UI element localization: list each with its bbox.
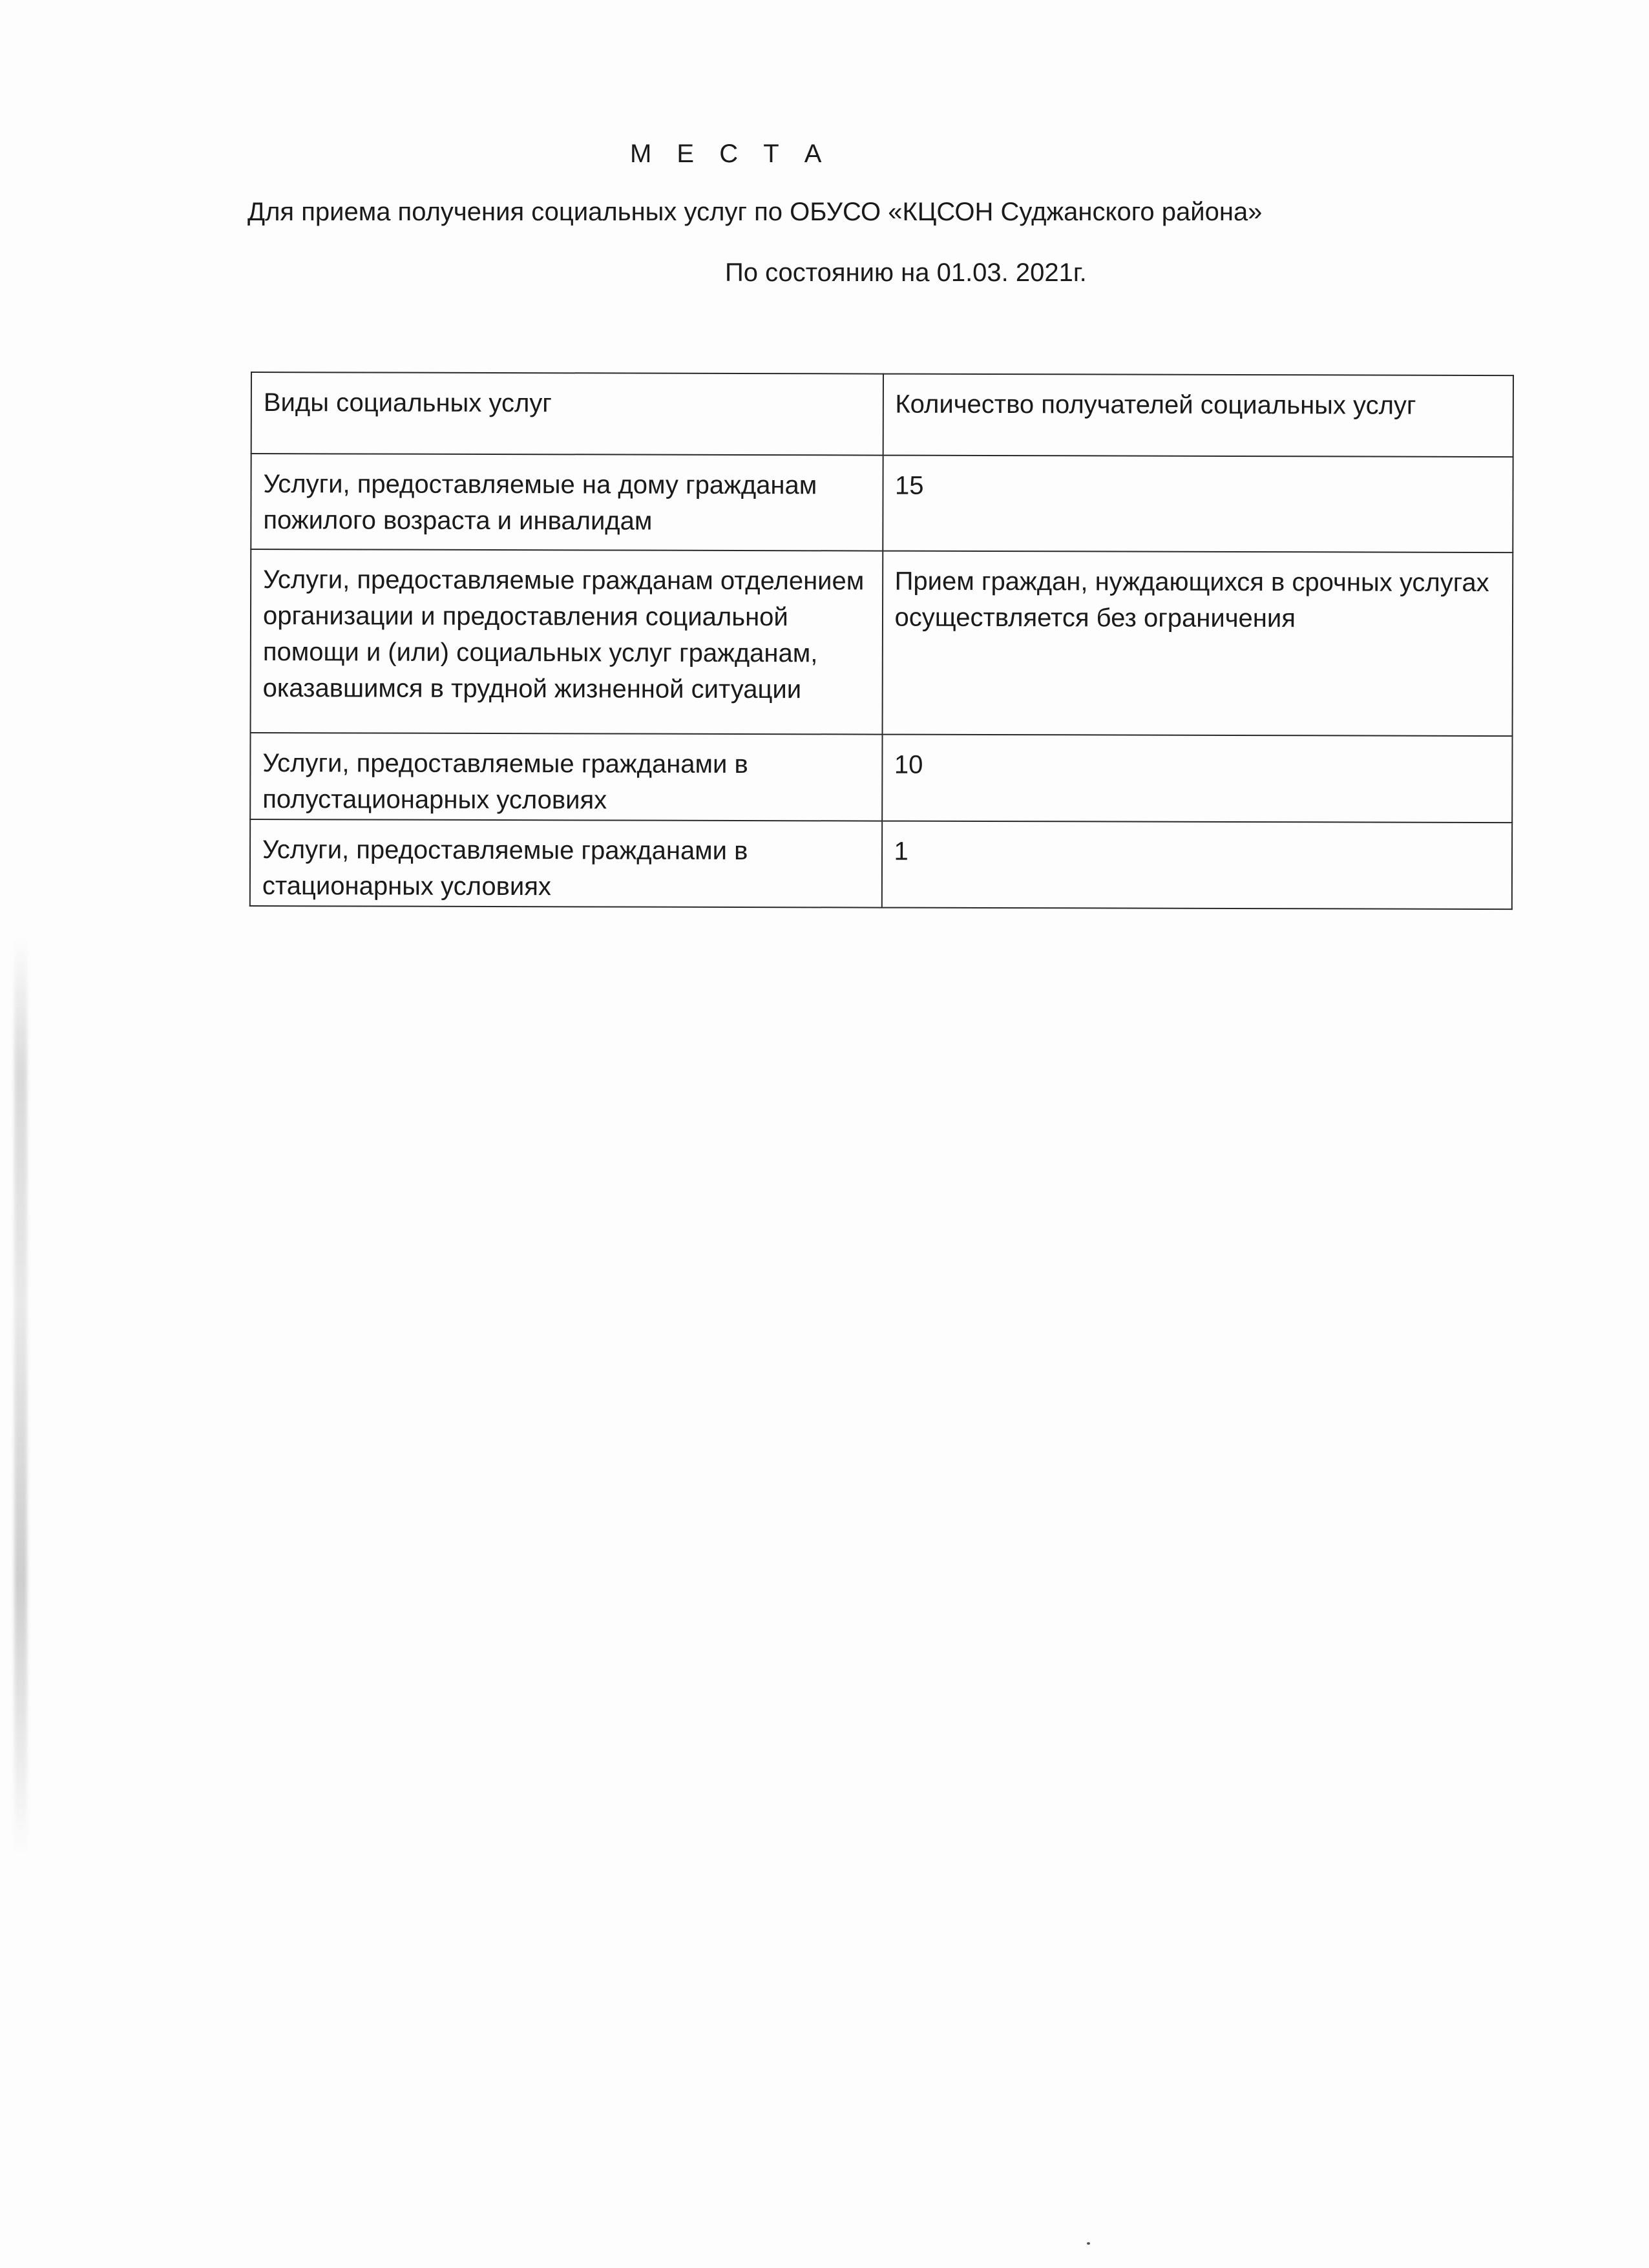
service-cell: Услуги, предоставляемые на дому гражданам пожилого возраста и инвалидам bbox=[251, 454, 883, 551]
table-header-row bbox=[251, 372, 1513, 457]
service-cell: Услуги, предоставляемые гражданами в полустационарных условиях bbox=[250, 733, 882, 821]
table-row bbox=[250, 819, 1512, 909]
document-title: М Е С Т А bbox=[630, 140, 831, 168]
document-subtitle: Для приема получения социальных услуг по ОБУСО «КЦСОН Суджанского района» bbox=[247, 198, 1263, 226]
service-cell: Услуги, предоставляемые гражданами в стационарных условиях bbox=[250, 819, 882, 908]
recipients-cell: Прием граждан, нуждающихся в срочных услугах осуществляется без ограничения bbox=[882, 551, 1513, 737]
scan-dot bbox=[1087, 2242, 1090, 2245]
document-date: По состоянию на 01.03. 2021г. bbox=[725, 258, 1087, 287]
recipients-cell: 15 bbox=[883, 456, 1513, 553]
table-row bbox=[251, 454, 1513, 552]
table-row bbox=[251, 549, 1513, 736]
table-row bbox=[250, 733, 1512, 823]
recipients-cell: 10 bbox=[882, 735, 1513, 823]
scan-artifact-left bbox=[14, 937, 27, 1854]
header-recipients: Количество получателей социальных услуг bbox=[883, 374, 1513, 457]
service-cell: Услуги, предоставляемые гражданам отделением организации и предоставления социальной помощи и (или) социальных услуг гражданам, оказавшимся в трудной жизненной ситуации bbox=[251, 549, 883, 735]
recipients-cell: 1 bbox=[881, 821, 1512, 910]
services-table bbox=[249, 372, 1514, 910]
header-service-type: Виды социальных услуг bbox=[251, 372, 883, 456]
